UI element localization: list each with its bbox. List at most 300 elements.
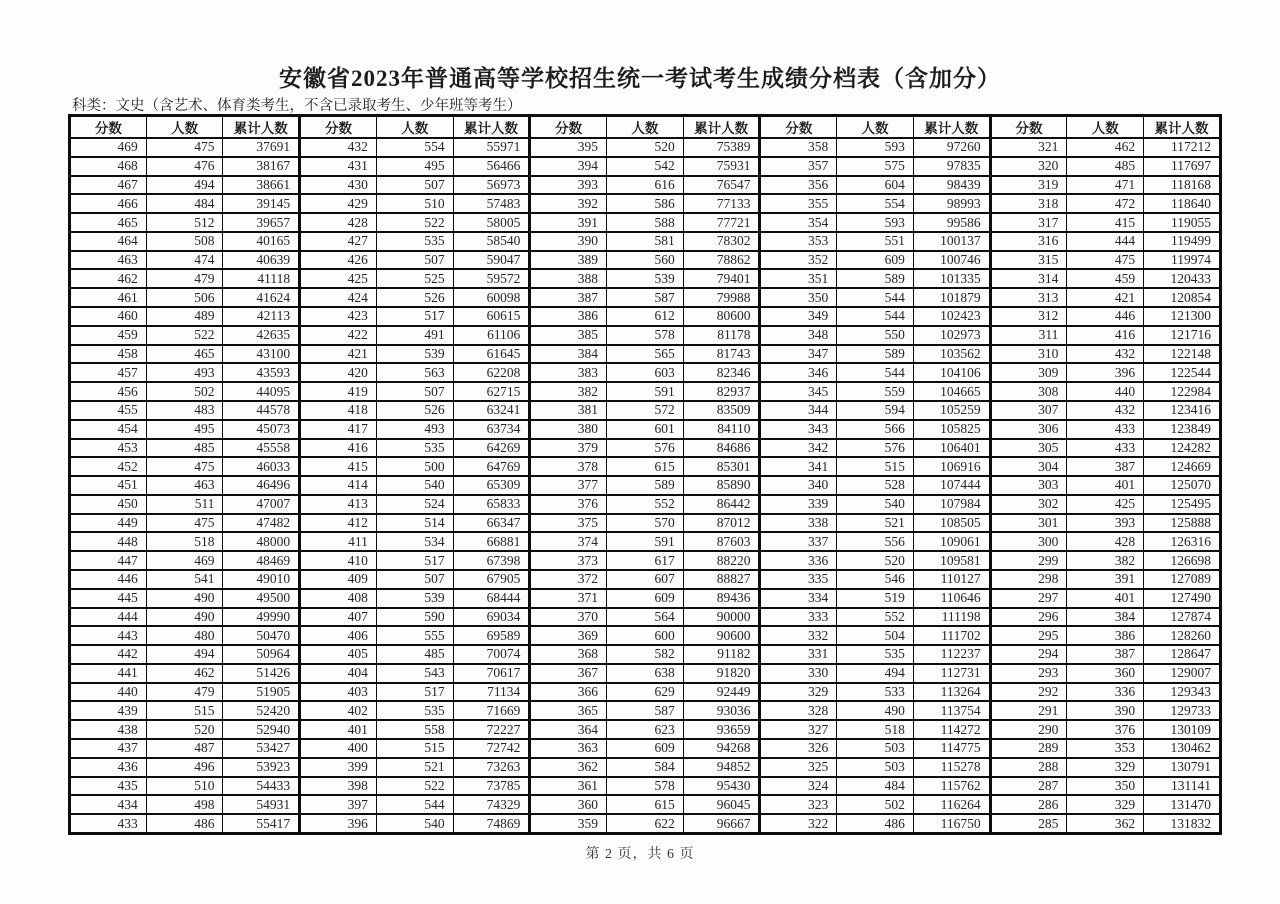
cell-score: 416 [300,439,377,458]
cell-cumulative: 82346 [683,363,760,382]
cell-count: 502 [146,382,223,401]
table-row [70,401,1221,420]
cell-cumulative: 104665 [913,382,990,401]
cell-cumulative: 128260 [1144,626,1221,645]
cell-cumulative: 96667 [683,814,760,833]
cell-score: 434 [70,795,147,814]
cell-score: 459 [70,326,147,345]
cell-count: 544 [837,288,914,307]
cell-count: 629 [607,683,684,702]
cell-score: 426 [300,251,377,270]
cell-cumulative: 58540 [453,232,530,251]
cell-cumulative: 100746 [913,251,990,270]
cell-score: 290 [990,720,1067,739]
cell-score: 399 [300,758,377,777]
cell-score: 437 [70,739,147,758]
cell-cumulative: 72742 [453,739,530,758]
cell-cumulative: 85890 [683,476,760,495]
cell-count: 510 [376,194,453,213]
cell-cumulative: 129007 [1144,664,1221,683]
table-row [70,532,1221,551]
cell-count: 416 [1067,326,1144,345]
cell-count: 586 [607,194,684,213]
cell-count: 384 [1067,608,1144,627]
cell-count: 515 [146,701,223,720]
cell-score: 455 [70,401,147,420]
cell-count: 609 [607,739,684,758]
cell-count: 440 [1067,382,1144,401]
cell-cumulative: 100137 [913,232,990,251]
cell-cumulative: 39657 [223,213,300,232]
cell-cumulative: 116264 [913,795,990,814]
cell-cumulative: 123849 [1144,420,1221,439]
cell-cumulative: 42113 [223,307,300,326]
table-row [70,683,1221,702]
cell-cumulative: 77721 [683,213,760,232]
cell-count: 517 [376,307,453,326]
cell-count: 556 [837,532,914,551]
cell-score: 329 [760,683,837,702]
cell-count: 428 [1067,532,1144,551]
cell-cumulative: 96045 [683,795,760,814]
cell-count: 555 [376,626,453,645]
cell-count: 462 [1067,138,1144,157]
category-line: 科类：文史（含艺术、体育类考生，不含已录取考生、少年班等考生） [72,98,522,114]
cell-score: 350 [760,288,837,307]
cell-cumulative: 124669 [1144,457,1221,476]
cell-score: 293 [990,664,1067,683]
cell-score: 343 [760,420,837,439]
cell-cumulative: 101335 [913,269,990,288]
cell-score: 353 [760,232,837,251]
table-row [70,645,1221,664]
cell-cumulative: 119055 [1144,213,1221,232]
cell-count: 552 [607,495,684,514]
cell-cumulative: 103562 [913,345,990,364]
cell-count: 550 [837,326,914,345]
table-row [70,457,1221,476]
cell-cumulative: 61645 [453,345,530,364]
cell-score: 380 [530,420,607,439]
cell-count: 554 [376,138,453,157]
cell-score: 436 [70,758,147,777]
cell-score: 382 [530,382,607,401]
cell-cumulative: 47482 [223,514,300,533]
cell-cumulative: 122544 [1144,363,1221,382]
table-row [70,326,1221,345]
cell-cumulative: 119499 [1144,232,1221,251]
cell-count: 524 [376,495,453,514]
cell-score: 346 [760,363,837,382]
cell-count: 535 [376,439,453,458]
cell-cumulative: 130109 [1144,720,1221,739]
cell-cumulative: 85301 [683,457,760,476]
cell-score: 420 [300,363,377,382]
cell-score: 316 [990,232,1067,251]
cell-count: 560 [607,251,684,270]
column-header-count: 人数 [607,116,684,139]
cell-cumulative: 76547 [683,176,760,195]
cell-count: 386 [1067,626,1144,645]
column-header-count: 人数 [837,116,914,139]
cell-score: 447 [70,551,147,570]
cell-cumulative: 65833 [453,495,530,514]
cell-cumulative: 88220 [683,551,760,570]
cell-score: 449 [70,514,147,533]
cell-count: 572 [607,401,684,420]
cell-count: 622 [607,814,684,833]
cell-count: 609 [607,589,684,608]
cell-count: 564 [607,608,684,627]
cell-count: 495 [146,420,223,439]
cell-count: 535 [376,232,453,251]
table-row [70,514,1221,533]
cell-score: 364 [530,720,607,739]
cell-score: 442 [70,645,147,664]
cell-cumulative: 114775 [913,739,990,758]
cell-count: 601 [607,420,684,439]
cell-count: 563 [376,363,453,382]
cell-score: 313 [990,288,1067,307]
cell-score: 457 [70,363,147,382]
cell-count: 446 [1067,307,1144,326]
cell-count: 521 [376,758,453,777]
cell-count: 494 [837,664,914,683]
cell-cumulative: 83509 [683,401,760,420]
cell-score: 398 [300,777,377,796]
cell-cumulative: 106916 [913,457,990,476]
cell-cumulative: 119974 [1144,251,1221,270]
cell-cumulative: 130462 [1144,739,1221,758]
table-row [70,758,1221,777]
cell-count: 578 [607,777,684,796]
cell-cumulative: 41118 [223,269,300,288]
table-row [70,495,1221,514]
cell-cumulative: 113264 [913,683,990,702]
cell-score: 342 [760,439,837,458]
cell-count: 520 [607,138,684,157]
cell-score: 305 [990,439,1067,458]
cell-count: 546 [837,570,914,589]
cell-cumulative: 50470 [223,626,300,645]
cell-count: 541 [146,570,223,589]
cell-cumulative: 91820 [683,664,760,683]
cell-score: 381 [530,401,607,420]
cell-cumulative: 41624 [223,288,300,307]
cell-score: 304 [990,457,1067,476]
cell-score: 415 [300,457,377,476]
column-header-count: 人数 [1067,116,1144,139]
cell-score: 443 [70,626,147,645]
cell-score: 392 [530,194,607,213]
cell-cumulative: 93036 [683,701,760,720]
cell-count: 508 [146,232,223,251]
cell-score: 349 [760,307,837,326]
cell-score: 288 [990,758,1067,777]
cell-score: 441 [70,664,147,683]
cell-cumulative: 55417 [223,814,300,833]
cell-score: 368 [530,645,607,664]
cell-cumulative: 69589 [453,626,530,645]
cell-cumulative: 122148 [1144,345,1221,364]
cell-cumulative: 121300 [1144,307,1221,326]
cell-count: 474 [146,251,223,270]
cell-cumulative: 115278 [913,758,990,777]
cell-count: 490 [146,608,223,627]
cell-count: 578 [607,326,684,345]
cell-cumulative: 97260 [913,138,990,157]
cell-score: 361 [530,777,607,796]
cell-count: 502 [837,795,914,814]
table-row [70,551,1221,570]
cell-count: 552 [837,608,914,627]
cell-cumulative: 118168 [1144,176,1221,195]
cell-count: 432 [1067,401,1144,420]
cell-count: 490 [837,701,914,720]
cell-cumulative: 131832 [1144,814,1221,833]
cell-count: 528 [837,476,914,495]
cell-cumulative: 82937 [683,382,760,401]
cell-score: 464 [70,232,147,251]
cell-score: 440 [70,683,147,702]
cell-count: 507 [376,570,453,589]
cell-score: 285 [990,814,1067,833]
table-row [70,345,1221,364]
cell-score: 460 [70,307,147,326]
cell-score: 325 [760,758,837,777]
cell-cumulative: 57483 [453,194,530,213]
cell-count: 584 [607,758,684,777]
cell-score: 340 [760,476,837,495]
cell-score: 425 [300,269,377,288]
cell-score: 445 [70,589,147,608]
cell-score: 391 [530,213,607,232]
cell-cumulative: 102973 [913,326,990,345]
cell-count: 493 [376,420,453,439]
cell-score: 403 [300,683,377,702]
cell-count: 522 [376,777,453,796]
cell-count: 484 [146,194,223,213]
cell-cumulative: 64269 [453,439,530,458]
cell-cumulative: 42635 [223,326,300,345]
table-row [70,269,1221,288]
cell-cumulative: 64769 [453,457,530,476]
table-row [70,213,1221,232]
cell-cumulative: 51905 [223,683,300,702]
cell-count: 483 [146,401,223,420]
cell-cumulative: 40165 [223,232,300,251]
cell-cumulative: 49010 [223,570,300,589]
cell-cumulative: 52940 [223,720,300,739]
table-row [70,176,1221,195]
cell-cumulative: 91182 [683,645,760,664]
cell-count: 486 [146,814,223,833]
cell-cumulative: 104106 [913,363,990,382]
cell-count: 512 [146,213,223,232]
cell-count: 590 [376,608,453,627]
cell-count: 521 [837,514,914,533]
table-row [70,138,1221,157]
cell-cumulative: 94268 [683,739,760,758]
cell-count: 491 [376,326,453,345]
cell-score: 301 [990,514,1067,533]
cell-cumulative: 127490 [1144,589,1221,608]
cell-count: 362 [1067,814,1144,833]
cell-cumulative: 68444 [453,589,530,608]
cell-count: 485 [376,645,453,664]
cell-cumulative: 38661 [223,176,300,195]
cell-cumulative: 49500 [223,589,300,608]
cell-cumulative: 131141 [1144,777,1221,796]
cell-score: 298 [990,570,1067,589]
cell-count: 475 [146,514,223,533]
cell-score: 466 [70,194,147,213]
cell-count: 607 [607,570,684,589]
cell-count: 444 [1067,232,1144,251]
cell-score: 295 [990,626,1067,645]
cell-cumulative: 78302 [683,232,760,251]
cell-score: 363 [530,739,607,758]
cell-count: 576 [607,439,684,458]
column-header-count: 人数 [146,116,223,139]
cell-score: 373 [530,551,607,570]
cell-score: 322 [760,814,837,833]
cell-cumulative: 65309 [453,476,530,495]
cell-score: 439 [70,701,147,720]
document-title: 安徽省2023年普通高等学校招生统一考试考生成绩分档表（含加分） [279,66,1001,91]
cell-score: 289 [990,739,1067,758]
cell-score: 397 [300,795,377,814]
cell-count: 559 [837,382,914,401]
table-row [70,439,1221,458]
table-row [70,814,1221,833]
cell-cumulative: 45073 [223,420,300,439]
cell-score: 369 [530,626,607,645]
cell-score: 430 [300,176,377,195]
cell-score: 309 [990,363,1067,382]
cell-cumulative: 107444 [913,476,990,495]
cell-cumulative: 54433 [223,777,300,796]
cell-count: 539 [376,345,453,364]
cell-cumulative: 110646 [913,589,990,608]
cell-score: 383 [530,363,607,382]
cell-count: 617 [607,551,684,570]
cell-score: 306 [990,420,1067,439]
cell-cumulative: 110127 [913,570,990,589]
cell-count: 593 [837,138,914,157]
cell-score: 300 [990,532,1067,551]
cell-count: 589 [837,269,914,288]
cell-cumulative: 93659 [683,720,760,739]
cell-score: 432 [300,138,377,157]
cell-count: 494 [146,645,223,664]
cell-cumulative: 49990 [223,608,300,627]
column-header-score: 分数 [300,116,377,139]
cell-cumulative: 56466 [453,157,530,176]
cell-count: 503 [837,739,914,758]
cell-score: 395 [530,138,607,157]
cell-score: 341 [760,457,837,476]
cell-cumulative: 67905 [453,570,530,589]
cell-count: 604 [837,176,914,195]
table-row [70,288,1221,307]
cell-cumulative: 123416 [1144,401,1221,420]
cell-score: 419 [300,382,377,401]
cell-cumulative: 102423 [913,307,990,326]
table-row [70,795,1221,814]
cell-cumulative: 81743 [683,345,760,364]
cell-cumulative: 55971 [453,138,530,157]
cell-count: 558 [376,720,453,739]
cell-count: 518 [837,720,914,739]
cell-score: 355 [760,194,837,213]
cell-score: 317 [990,213,1067,232]
cell-cumulative: 59047 [453,251,530,270]
cell-score: 327 [760,720,837,739]
cell-count: 594 [837,401,914,420]
cell-score: 408 [300,589,377,608]
cell-score: 422 [300,326,377,345]
cell-cumulative: 116750 [913,814,990,833]
cell-count: 465 [146,345,223,364]
cell-score: 385 [530,326,607,345]
cell-score: 458 [70,345,147,364]
cell-count: 376 [1067,720,1144,739]
cell-count: 591 [607,532,684,551]
cell-count: 415 [1067,213,1144,232]
cell-score: 292 [990,683,1067,702]
cell-count: 490 [146,589,223,608]
cell-score: 314 [990,269,1067,288]
cell-count: 487 [146,739,223,758]
cell-count: 475 [146,138,223,157]
cell-score: 323 [760,795,837,814]
cell-count: 609 [837,251,914,270]
column-header-cumulative: 累计人数 [683,116,760,139]
cell-score: 407 [300,608,377,627]
table-row [70,701,1221,720]
cell-count: 353 [1067,739,1144,758]
cell-cumulative: 109581 [913,551,990,570]
cell-count: 486 [837,814,914,833]
cell-score: 412 [300,514,377,533]
cell-score: 421 [300,345,377,364]
cell-cumulative: 87012 [683,514,760,533]
cell-count: 425 [1067,495,1144,514]
cell-score: 404 [300,664,377,683]
cell-score: 429 [300,194,377,213]
cell-cumulative: 51426 [223,664,300,683]
cell-score: 348 [760,326,837,345]
cell-score: 448 [70,532,147,551]
cell-cumulative: 92449 [683,683,760,702]
cell-count: 360 [1067,664,1144,683]
cell-cumulative: 126316 [1144,532,1221,551]
table-row [70,232,1221,251]
table-row [70,420,1221,439]
cell-cumulative: 84686 [683,439,760,458]
cell-cumulative: 62715 [453,382,530,401]
cell-count: 489 [146,307,223,326]
cell-score: 433 [70,814,147,833]
cell-cumulative: 39145 [223,194,300,213]
cell-score: 406 [300,626,377,645]
cell-score: 374 [530,532,607,551]
table-row [70,777,1221,796]
cell-cumulative: 47007 [223,495,300,514]
cell-cumulative: 122984 [1144,382,1221,401]
cell-cumulative: 97835 [913,157,990,176]
